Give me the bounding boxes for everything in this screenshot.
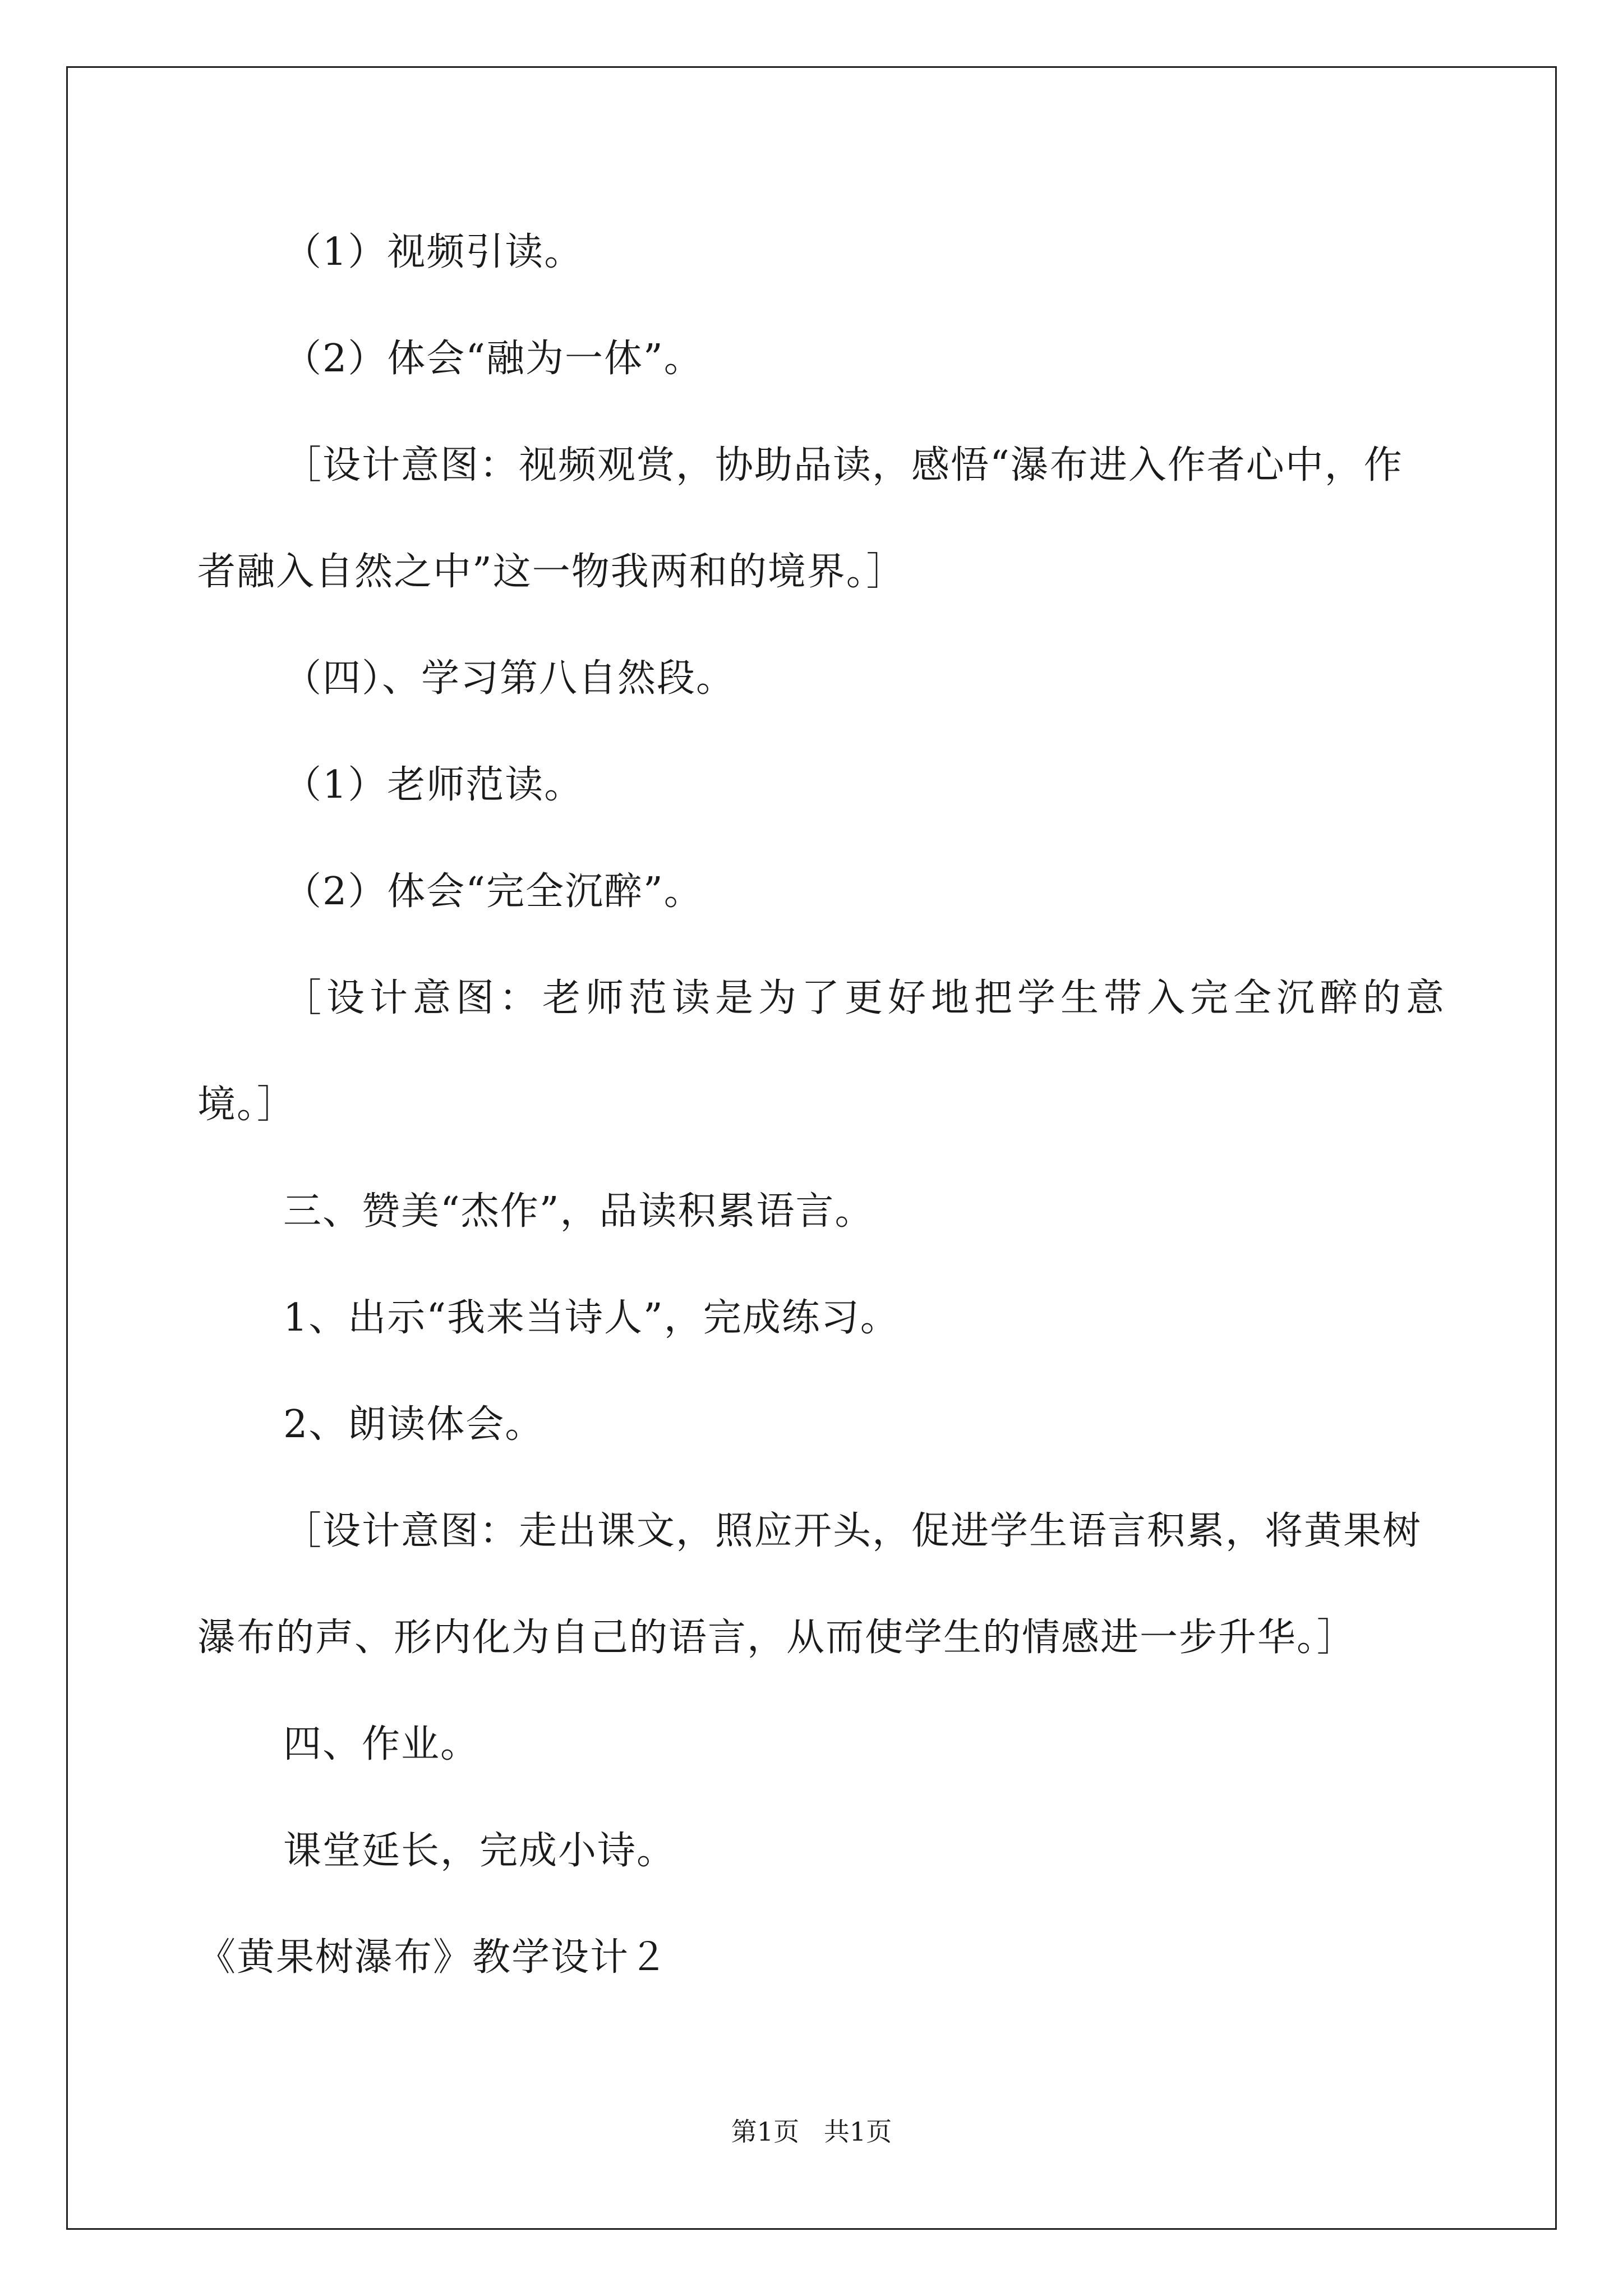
heading-teaching-design-2: 《黄果树瀑布》教学设计２ bbox=[197, 1935, 669, 1980]
section-homework: 四、作业。 bbox=[283, 1722, 480, 1766]
item-poet-exercise: 1、出示“我来当诗人”，完成练习。 bbox=[283, 1296, 900, 1340]
paragraph-video-intro: （1）视频引读。 bbox=[283, 230, 584, 274]
paragraph-teacher-reading: （1）老师范读。 bbox=[283, 763, 584, 807]
item-read-aloud: 2、朗读体会。 bbox=[283, 1402, 545, 1447]
page-border bbox=[66, 66, 1557, 2230]
design-intent-2-line-2: 境。］ bbox=[197, 1083, 297, 1127]
design-intent-2-line-1: ［设计意图：老师范读是为了更好地把学生带入完全沉醉的意 bbox=[283, 976, 1450, 1020]
paragraph-feel-immersion: （2）体会“完全沉醉”。 bbox=[283, 869, 703, 914]
design-intent-3-line-1: ［设计意图：走出课文，照应开头，促进学生语言积累，将黄果树 bbox=[283, 1509, 1422, 1553]
design-intent-1-line-2: 者融入自然之中”这一物我两和的境界。］ bbox=[197, 550, 906, 594]
design-intent-3-line-2: 瀑布的声、形内化为自己的语言，从而使学生的情感进一步升华。］ bbox=[197, 1616, 1357, 1660]
section-paragraph-eight: （四）、学习第八自然段。 bbox=[283, 656, 736, 701]
section-praise-masterpiece: 三、赞美“杰作”，品读积累语言。 bbox=[283, 1189, 874, 1234]
page-number-footer: 第1页 共1页 bbox=[731, 2116, 892, 2147]
design-intent-1-line-1: ［设计意图：视频观赏，协助品读，感悟“瀑布进入作者心中，作 bbox=[283, 443, 1403, 487]
paragraph-extend-class: 课堂延长，完成小诗。 bbox=[283, 1829, 676, 1873]
paragraph-feel-unity: （2）体会“融为一体”。 bbox=[283, 337, 703, 381]
